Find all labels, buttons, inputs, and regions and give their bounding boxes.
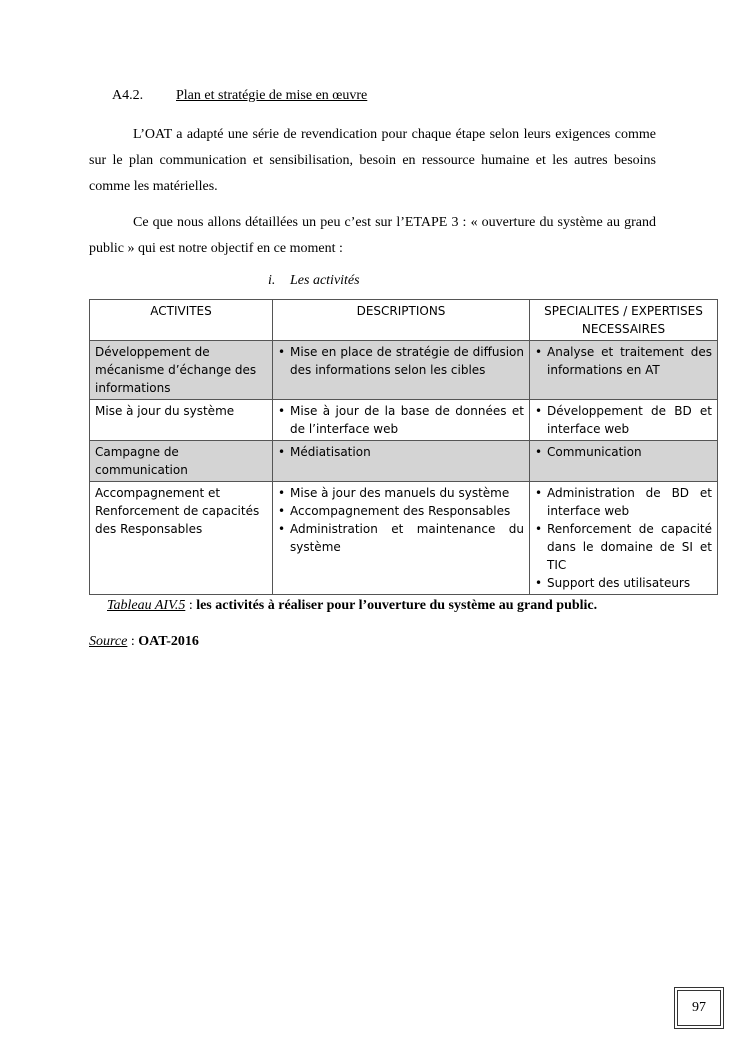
table-row: [90, 441, 718, 482]
section-title: Plan et stratégie de mise en œuvre: [176, 88, 368, 103]
description-cell: [273, 400, 530, 441]
source-separator: :: [127, 634, 139, 649]
expertise-cell: [530, 441, 718, 482]
activity-cell: Mise à jour du système: [90, 400, 273, 441]
section-number: A4.2.: [112, 88, 144, 103]
expertise-item: • Support des utilisateurs: [535, 574, 712, 592]
expertise-item: • Analyse et traitement des informations en AT: [535, 343, 712, 379]
subsection-numeral: i.: [268, 273, 276, 288]
source-line: [89, 634, 199, 650]
table-row: [90, 400, 718, 441]
description-item: • Médiatisation: [278, 443, 524, 461]
subsection-title: Les activités: [290, 273, 360, 288]
header-descriptions: DESCRIPTIONS: [273, 300, 530, 341]
paragraph-etape: Ce que nous allons détaillées un peu c’est sur l’ETAPE 3 : « ouverture du système au grand public » qui est notre objectif en ce moment :: [89, 215, 656, 256]
table-header-row: [90, 300, 718, 341]
description-item: • Mise à jour de la base de données et de l’interface web: [278, 402, 524, 438]
description-item: • Mise en place de stratégie de diffusion des informations selon les cibles: [278, 343, 524, 379]
expertise-item: • Développement de BD et interface web: [535, 402, 712, 438]
caption-separator: :: [185, 598, 197, 613]
activity-cell: Campagne de communication: [90, 441, 273, 482]
section-heading: [112, 88, 367, 104]
table-caption: [107, 598, 597, 614]
page-number: 97: [677, 990, 721, 1026]
table-row: [90, 341, 718, 400]
caption-label: Tableau AIV.5: [107, 598, 186, 613]
expertise-item: • Renforcement de capacité dans le domaine de SI et TIC: [535, 520, 712, 574]
paragraph-intro: L’OAT a adapté une série de revendication pour chaque étape selon leurs exigences comme sur le plan communication et sensibilisation, besoin en ressource humaine et les autres besoins comme les matérielles.: [89, 127, 656, 194]
source-label: Source: [89, 634, 128, 649]
expertise-cell: [530, 482, 718, 595]
activity-cell: Accompagnement et Renforcement de capacités des Responsables: [90, 482, 273, 595]
source-value: OAT-2016: [138, 634, 199, 649]
subsection-heading: [268, 273, 360, 289]
expertise-cell: [530, 400, 718, 441]
description-cell: [273, 482, 530, 595]
description-cell: [273, 341, 530, 400]
description-cell: [273, 441, 530, 482]
expertise-item: • Administration de BD et interface web: [535, 484, 712, 520]
description-item: • Administration et maintenance du système: [278, 520, 524, 556]
expertise-item: • Communication: [535, 443, 712, 461]
header-activites: ACTIVITES: [90, 300, 273, 341]
activities-table: [89, 299, 718, 595]
expertise-cell: [530, 341, 718, 400]
activity-cell: Développement de mécanisme d’échange des informations: [90, 341, 273, 400]
description-item: • Accompagnement des Responsables: [278, 502, 524, 520]
description-item: • Mise à jour des manuels du système: [278, 484, 524, 502]
caption-text: les activités à réaliser pour l’ouverture du système au grand public.: [196, 598, 598, 613]
header-expertises: SPECIALITES / EXPERTISES NECESSAIRES: [530, 300, 718, 341]
table-row: [90, 482, 718, 595]
